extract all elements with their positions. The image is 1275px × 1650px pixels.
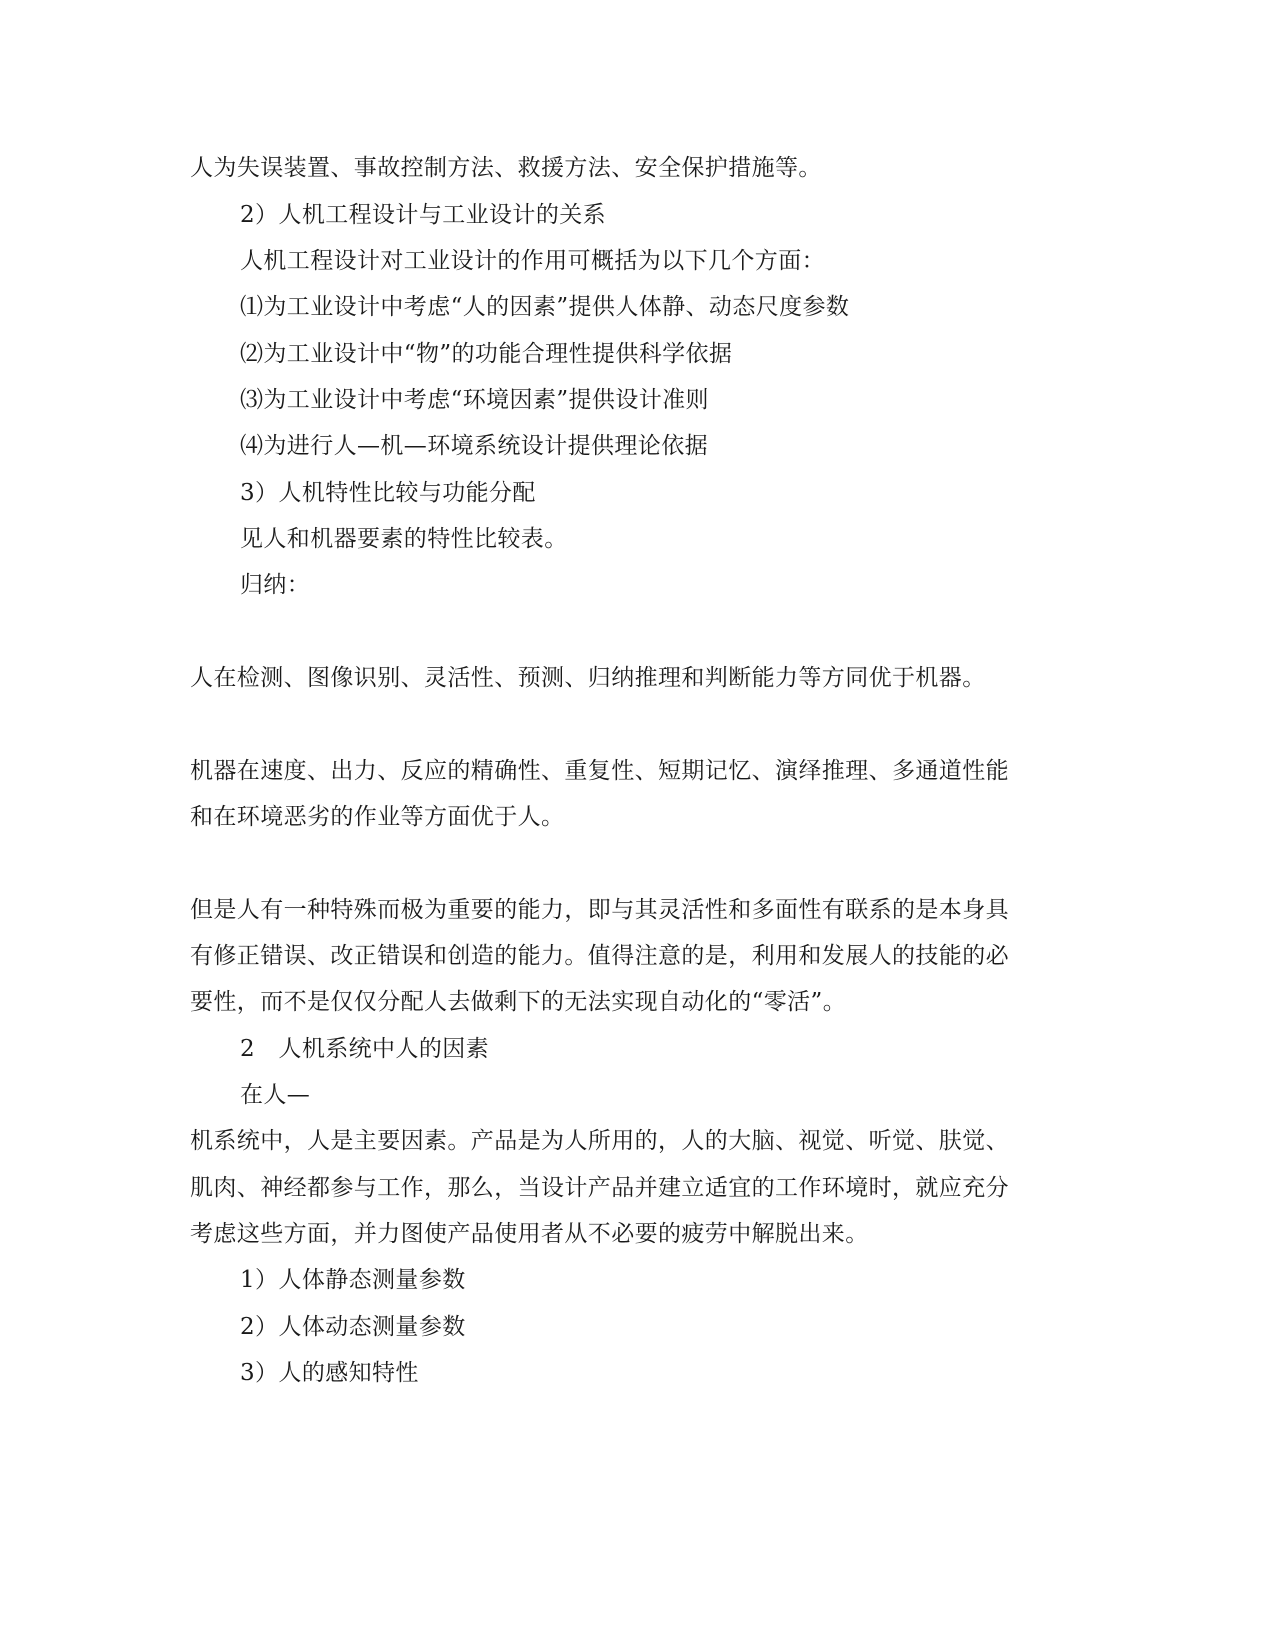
paragraph-line: 人为失误装置、事故控制方法、救援方法、安全保护措施等。 [190, 155, 822, 181]
paragraph-line: 见人和机器要素的特性比较表。 [240, 526, 568, 552]
paragraph-line: 要性，而不是仅仅分配人去做剩下的无法实现自动化的“零活”。 [190, 989, 847, 1015]
list-item: ⑴为工业设计中考虑“人的因素”提供人体静、动态尺度参数 [240, 294, 850, 320]
paragraph-line: 有修正错误、改正错误和创造的能力。值得注意的是，利用和发展人的技能的必 [190, 943, 1009, 969]
paragraph-line: 考虑这些方面，并力图使产品使用者从不必要的疲劳中解脱出来。 [190, 1221, 869, 1247]
paragraph-line: 在人— [240, 1082, 311, 1108]
list-item: ⑵为工业设计中“物”的功能合理性提供科学依据 [240, 341, 733, 367]
list-item: 2）人体动态测量参数 [240, 1314, 466, 1340]
paragraph-line: 人在检测、图像识别、灵活性、预测、归纳推理和判断能力等方同优于机器。 [190, 665, 986, 691]
list-item: ⑶为工业设计中考虑“环境因素”提供设计准则 [240, 387, 709, 413]
list-item: 3）人的感知特性 [240, 1360, 419, 1386]
paragraph-line: 机系统中，人是主要因素。产品是为人所用的，人的大脑、视觉、听觉、肤觉、 [190, 1128, 1009, 1154]
paragraph-line: 人机工程设计对工业设计的作用可概括为以下几个方面： [240, 248, 825, 274]
paragraph-line: 但是人有一种特殊而极为重要的能力，即与其灵活性和多面性有联系的是本身具 [190, 897, 1009, 923]
list-item: ⑷为进行人—机—环境系统设计提供理论依据 [240, 433, 708, 459]
paragraph-line: 肌肉、神经都参与工作，那么，当设计产品并建立适宜的工作环境时，就应充分 [190, 1175, 1009, 1201]
list-item: 1）人体静态测量参数 [240, 1267, 466, 1293]
section-heading: 2 人机系统中人的因素 [240, 1036, 490, 1062]
paragraph-line: 机器在速度、出力、反应的精确性、重复性、短期记忆、演绎推理、多通道性能 [190, 758, 1009, 784]
section-heading: 2）人机工程设计与工业设计的关系 [240, 202, 607, 228]
paragraph-line: 归纳： [240, 572, 311, 598]
paragraph-line: 和在环境恶劣的作业等方面优于人。 [190, 804, 565, 830]
section-heading: 3）人机特性比较与功能分配 [240, 480, 536, 506]
